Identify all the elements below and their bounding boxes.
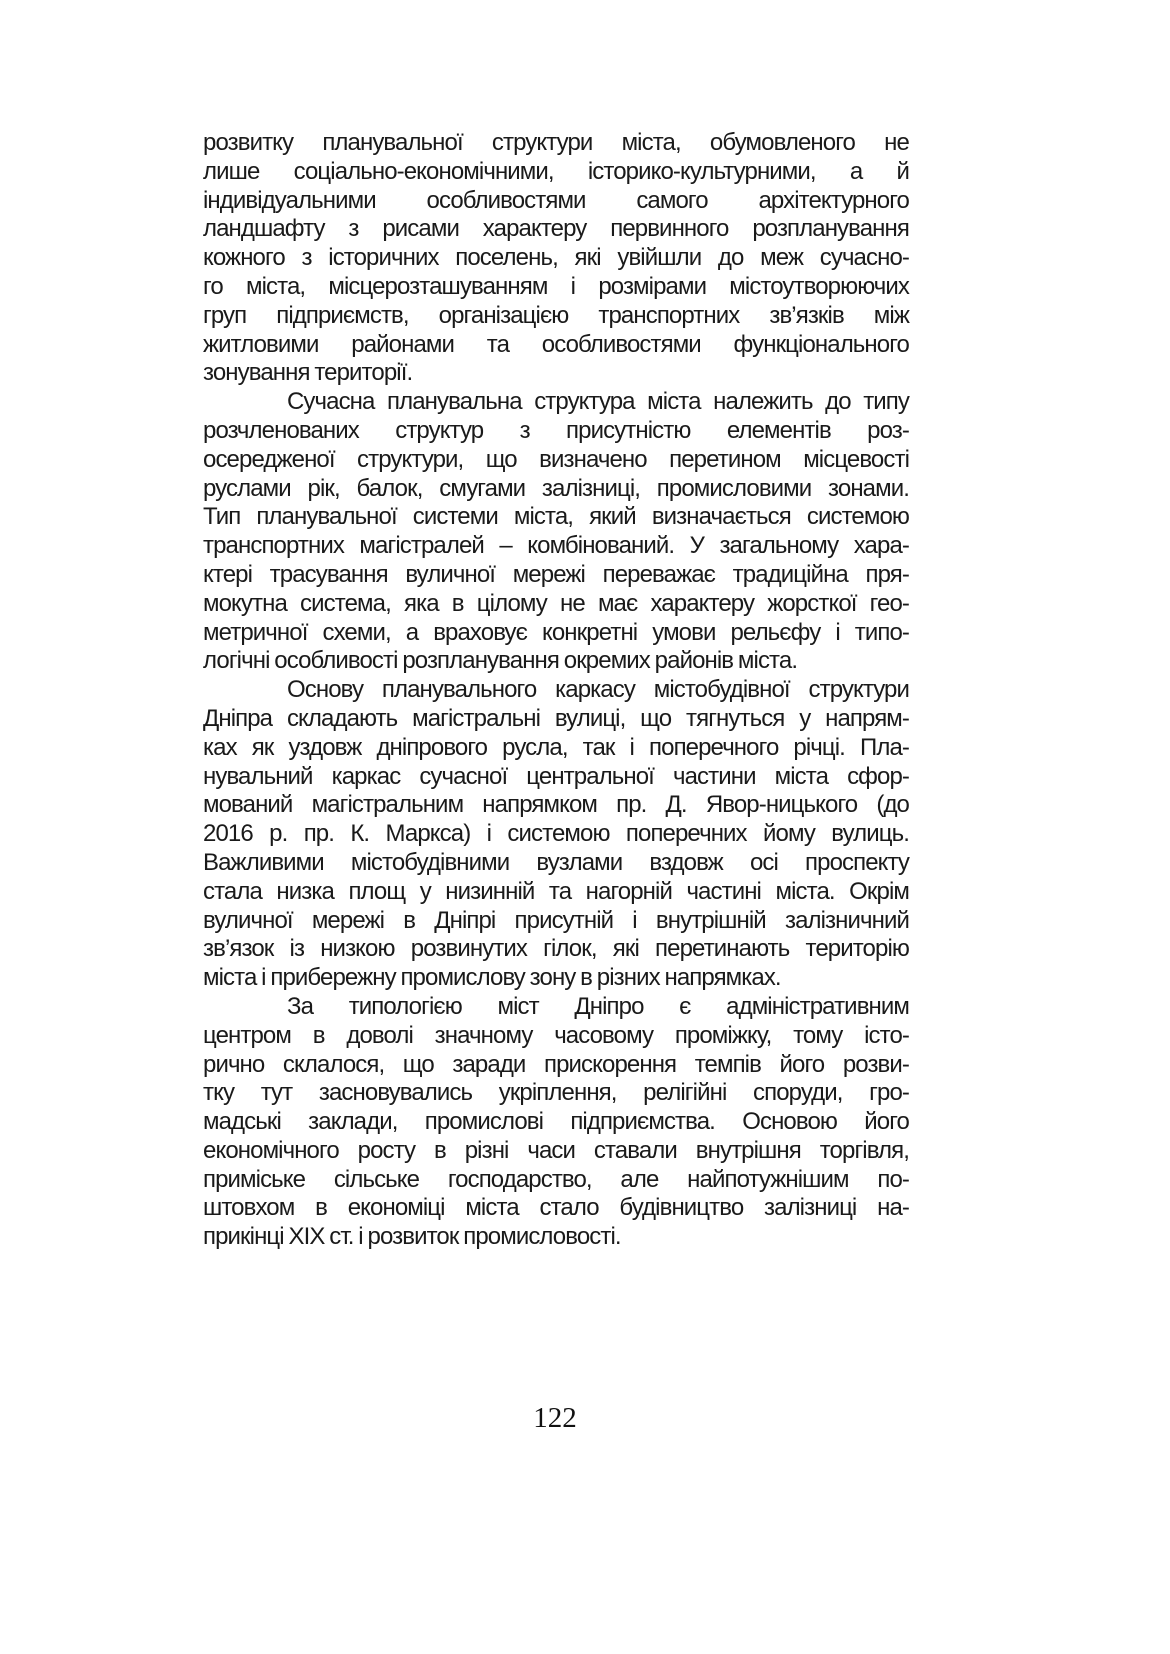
paragraph [203,388,909,676]
text-line: 2016 р. пр. К. Маркса) і системою поперечних йому вулиць. [203,820,909,848]
text-line: рично склалося, що заради прискорення темпів його розви- [203,1050,909,1078]
page-number: 122 [533,1402,577,1434]
text-line: економічного росту в різні часи ставали внутрішня торгівля, [203,1136,909,1164]
text-line: За типологією міст Дніпро є адміністративним [287,992,909,1020]
paragraph [203,676,909,993]
text-line: ландшафту з рисами характеру первинного розпланування [203,215,909,243]
text-line: транспортних магістралей – комбінований. У загальному хара- [203,532,909,560]
text-line: Дніпра складають магістральні вулиці, що тягнуться у напрям- [203,704,909,732]
text-line: го міста, місцерозташуванням і розмірами містоутворюючих [203,272,909,300]
text-line: Тип планувальної системи міста, який визначається системою [203,503,909,531]
text-line: мокутна система, яка в цілому не має характеру жорсткої гео- [203,589,909,617]
paragraph [203,993,909,1252]
text-line: Основу планувального каркасу містобудівної структури [287,676,909,704]
text-line: штовхом в економіці міста стало будівництво залізниці на- [203,1194,909,1222]
text-line: житловими районами та особливостями функціонального [203,330,909,358]
text-line: прикінці XIX ст. і розвиток промисловості. [203,1223,621,1251]
text-line: мадські заклади, промислові підприємства. Основою його [203,1108,909,1136]
text-line: кожного з історичних поселень, які увійшли до меж сучасно- [203,244,909,272]
paragraph [203,129,909,388]
text-line: розчленованих структур з присутністю елементів роз- [203,416,909,444]
text-line: тку тут засновувались укріплення, релігійні споруди, гро- [203,1079,909,1107]
text-line: ктері трасування вуличної мережі переважає традиційна пря- [203,560,909,588]
text-line: метричної схеми, а враховує конкретні умови рельєфу і типо- [203,618,909,646]
body-text [203,129,909,1252]
text-line: зонування території. [203,359,413,387]
text-line: вуличної мережі в Дніпрі присутній і внутрішній залізничний [203,906,909,934]
text-line: ках як уздовж дніпрового русла, так і поперечного річці. Пла- [203,733,909,761]
text-line: індивідуальними особливостями самого архітектурного [203,186,909,214]
text-line: приміське сільське господарство, але найпотужнішим по- [203,1165,909,1193]
text-line: лише соціально-економічними, історико-культурними, а й [203,157,909,185]
text-line: нувальний каркас сучасної центральної частини міста сфор- [203,762,909,790]
text-line: розвитку планувальної структури міста, обумовленого не [203,129,909,156]
text-line: зв’язок із низкою розвинутих гілок, які перетинають територію [203,935,909,963]
text-line: міста і прибережну промислову зону в різних напрямках. [203,964,781,992]
text-line: логічні особливості розпланування окремих районів міста. [203,647,798,675]
text-line: центром в доволі значному часовому проміжку, тому істо- [203,1021,909,1049]
text-line: осередженої структури, що визначено перетином місцевості [203,445,909,473]
text-line: руслами рік, балок, смугами залізниці, промисловими зонами. [203,474,909,502]
text-line: Сучасна планувальна структура міста належить до типу [287,388,909,416]
text-line: мований магістральним напрямком пр. Д. Явор-ницького (до [203,791,909,819]
text-line: груп підприємств, організацією транспортних зв’язків між [203,301,909,329]
text-line: Важливими містобудівними вузлами вздовж осі проспекту [203,848,909,876]
text-line: стала низка площ у низинній та нагорній частині міста. Окрім [203,877,909,905]
